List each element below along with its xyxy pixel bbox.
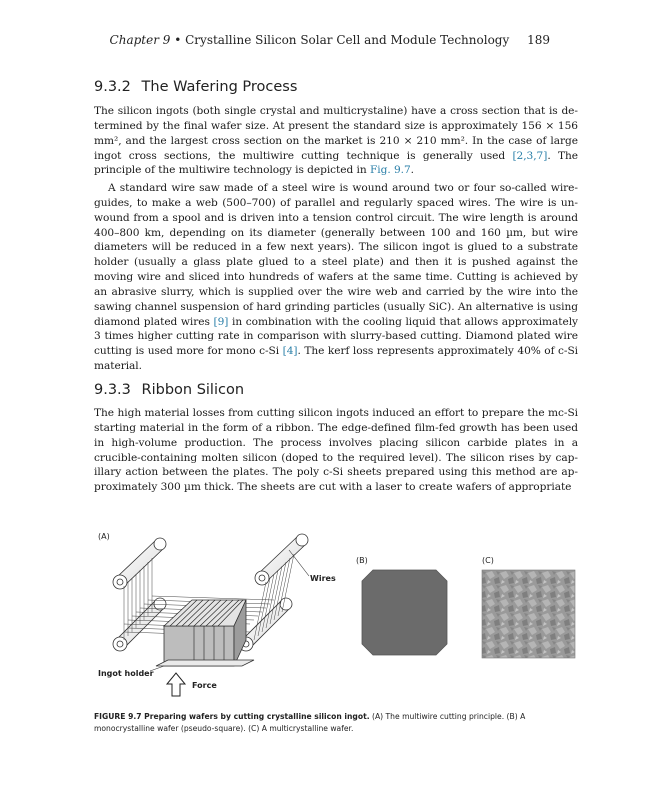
front-right-roller xyxy=(239,598,292,651)
running-header xyxy=(90,33,550,47)
text-run: A standard wire saw made of a steel wire is wound around two or four so-called wireguides, to make a web (500–700) of parallel and regularly spaced wires. The wire is unwound from a spool and is driven into a tension control circuit. The wire length is around 400–800 km, depending on its diameter (generally between 100 and 160 µm, but wire diameters will be reduced in a few next years). The silicon ingot is glued to a substrate holder (usually a glass plate glued to a steel plate) and then it is pushed against the moving wire and sliced into hundreds of wafers at the same time. Cutting is achieved by an abrasive slurry, which is supplied over the wire web and carried by the wire into the sawing channel suspension of hard grinding particles (usually SiC). An alternative is using diamond plated wires xyxy=(94,182,578,328)
force-label: Force xyxy=(192,681,217,690)
page-number: 189 xyxy=(527,33,550,47)
caption-text: (A) The multiwire cutting principle. (B) A monocrystalline wafer (pseudo-square). (C) A multicrystalline wafer. xyxy=(94,712,526,733)
citation-link[interactable]: [2,3,7] xyxy=(512,149,548,162)
panel-c-multi-wafer xyxy=(482,570,575,658)
back-left-roller xyxy=(113,538,166,589)
paragraph-wafering-2 xyxy=(94,181,578,374)
bullet-separator: • xyxy=(174,33,186,47)
text-run: . The principle of the multiwire technology is depicted in xyxy=(94,149,578,177)
figure-caption xyxy=(94,711,584,734)
section-title: Ribbon Silicon xyxy=(141,382,245,398)
section-number: 9.3.2 xyxy=(94,79,131,95)
silicon-ingot xyxy=(156,600,254,666)
panel-b-label: (B) xyxy=(356,556,368,565)
panel-a-label: (A) xyxy=(98,532,110,541)
ingot-holder-label: Ingot holder xyxy=(98,669,154,678)
wires-label: Wires xyxy=(310,574,336,583)
back-right-roller xyxy=(255,534,308,585)
chapter-title: Crystalline Silicon Solar Cell and Module Technology xyxy=(185,33,510,47)
panel-b-mono-wafer xyxy=(362,570,447,655)
force-arrow-icon xyxy=(167,673,185,696)
figure-link[interactable]: Fig. 9.7 xyxy=(369,164,411,177)
caption-title: FIGURE 9.7 Preparing wafers by cutting crystalline silicon ingot. xyxy=(94,712,370,721)
text-run: The silicon ingots (both single crystal and multicrystaline) have a cross section that is determined by the final wafer size. At present the standard size is approximately 156 × 156 mm², and the largest cross section on the market is 210 × 210 mm². In the case of large ingot cross sections, the multiwire cutting technique is generally used xyxy=(94,105,578,162)
section-heading-ribbon xyxy=(94,382,244,398)
paragraph-wafering-1 xyxy=(94,104,578,178)
section-number: 9.3.3 xyxy=(94,382,131,398)
panel-c-label: (C) xyxy=(482,556,494,565)
text-run: . xyxy=(410,164,414,177)
text-run: in combination with the cooling liquid that allows approximately 3 times higher cutting rate in comparison with slurry-based cutting. Diamond plated wire cutting is used more for mono c-Si xyxy=(94,315,578,358)
figure-illustration xyxy=(94,528,584,708)
text-run: . The kerf loss represents approximately 40% of c-Si material. xyxy=(94,345,578,373)
citation-link[interactable]: [4] xyxy=(282,345,298,358)
section-title: The Wafering Process xyxy=(141,79,298,95)
citation-link[interactable]: [9] xyxy=(213,315,229,328)
chapter-label: Chapter 9 xyxy=(109,33,171,47)
figure-9-7 xyxy=(94,528,584,708)
paragraph-ribbon-1: The high material losses from cutting silicon ingots induced an effort to prepare the mc-Si starting material in the form of a ribbon. The edge-defined film-fed growth has been used in high-volume production. The process involves placing silicon carbide plates in a crucible-containing molten silicon (doped to the required level). The silicon rises by capillary action between the plates. The poly c-Si sheets prepared using this method are approximately 300 µm thick. The sheets are cut with a laser to create wafers of appropriate xyxy=(94,407,578,494)
section-heading-wafering xyxy=(94,79,297,95)
